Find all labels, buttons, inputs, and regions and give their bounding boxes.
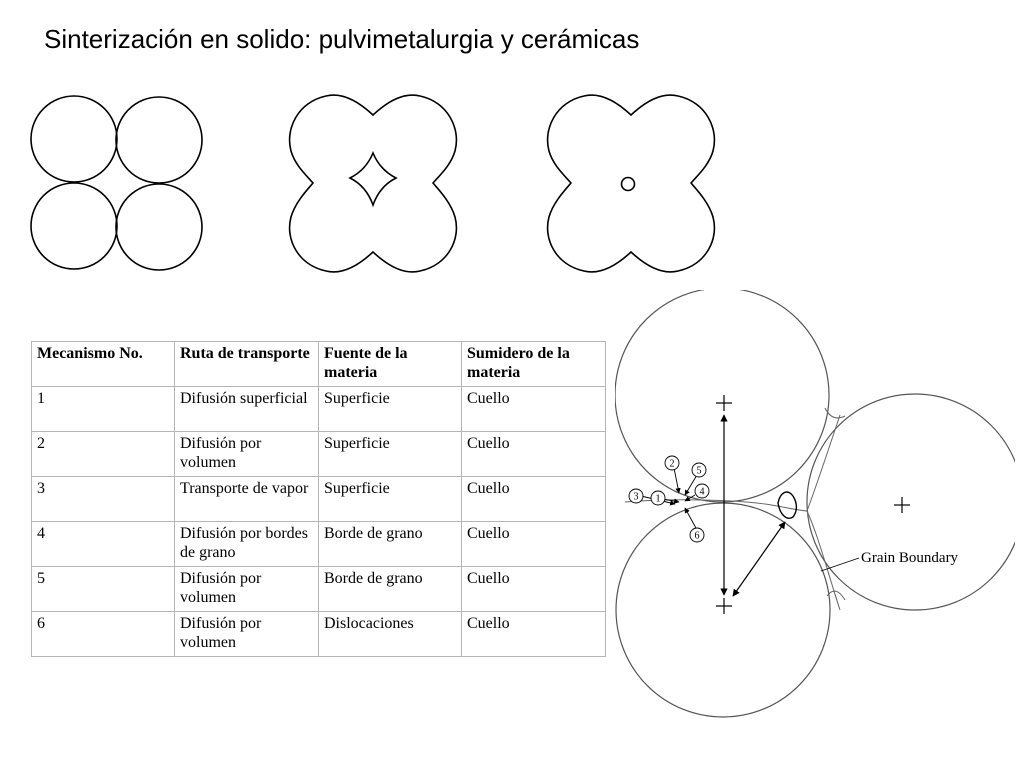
compact-outline <box>548 95 715 272</box>
table-cell: Cuello <box>462 612 606 657</box>
stage-intermediate-compact <box>290 95 457 272</box>
pore-outline <box>622 178 635 191</box>
table-cell: 5 <box>32 567 175 612</box>
table-cell: Borde de grano <box>319 522 462 567</box>
particle-circle <box>116 184 202 270</box>
grain-boundary-label: Grain Boundary <box>861 550 959 566</box>
table-cell: Cuello <box>462 567 606 612</box>
slide-title: Sinterización en solido: pulvimetalurgia y cerámicas <box>44 24 640 54</box>
table-row <box>32 477 606 522</box>
particle-circle <box>116 97 202 183</box>
mechanism-table <box>31 341 606 657</box>
mechanism-marker-label: 6 <box>694 530 700 542</box>
mechanism-marker-label: 4 <box>699 486 705 498</box>
pore-outline <box>350 153 396 205</box>
table-cell: Superficie <box>319 477 462 522</box>
table-cell: Borde de grano <box>319 567 462 612</box>
table-cell: Superficie <box>319 432 462 477</box>
table-cell: 3 <box>32 477 175 522</box>
table-cell: Difusión por bordes de grano <box>175 522 319 567</box>
sintering-stages-diagram <box>0 85 720 285</box>
table-cell: Difusión por volumen <box>175 432 319 477</box>
table-header-row <box>32 342 606 387</box>
particle-right <box>807 394 1015 610</box>
table-row <box>32 567 606 612</box>
table-cell: Cuello <box>462 432 606 477</box>
table-cell: Dislocaciones <box>319 612 462 657</box>
mechanism-marker-label: 5 <box>696 465 702 477</box>
particle-center-markers <box>716 395 910 614</box>
column-header: Sumidero de la materia <box>462 342 606 387</box>
particle-circle <box>31 96 117 182</box>
compact-outline <box>290 95 457 272</box>
column-header: Fuente de la materia <box>319 342 462 387</box>
table-cell: Cuello <box>462 387 606 432</box>
mechanism-marker-label: 1 <box>655 493 661 505</box>
table-cell: Superficie <box>319 387 462 432</box>
table-row <box>32 612 606 657</box>
particle-top <box>615 290 829 502</box>
table-cell: Transporte de vapor <box>175 477 319 522</box>
table-cell: 2 <box>32 432 175 477</box>
grain-boundary-lines <box>625 408 845 610</box>
table-cell: Cuello <box>462 477 606 522</box>
particle-circle <box>31 183 117 269</box>
table-row <box>32 387 606 432</box>
stage-initial-particles <box>31 96 202 270</box>
table-cell: Difusión superficial <box>175 387 319 432</box>
table-cell: 6 <box>32 612 175 657</box>
table-cell: Cuello <box>462 522 606 567</box>
table-cell: Difusión por volumen <box>175 612 319 657</box>
table-cell: 1 <box>32 387 175 432</box>
column-header: Ruta de transporte <box>175 342 319 387</box>
mechanism-marker-label: 2 <box>669 458 675 470</box>
center-distance-arrow <box>733 522 785 596</box>
column-header: Mecanismo No. <box>32 342 175 387</box>
mechanism-marker-label: 3 <box>633 491 639 503</box>
table-row <box>32 432 606 477</box>
table-cell: Difusión por volumen <box>175 567 319 612</box>
table-row <box>32 522 606 567</box>
stage-final-compact <box>548 95 715 272</box>
particle-bottom <box>616 503 830 717</box>
table-cell: 4 <box>32 522 175 567</box>
neck-mechanism-diagram <box>615 290 1015 760</box>
